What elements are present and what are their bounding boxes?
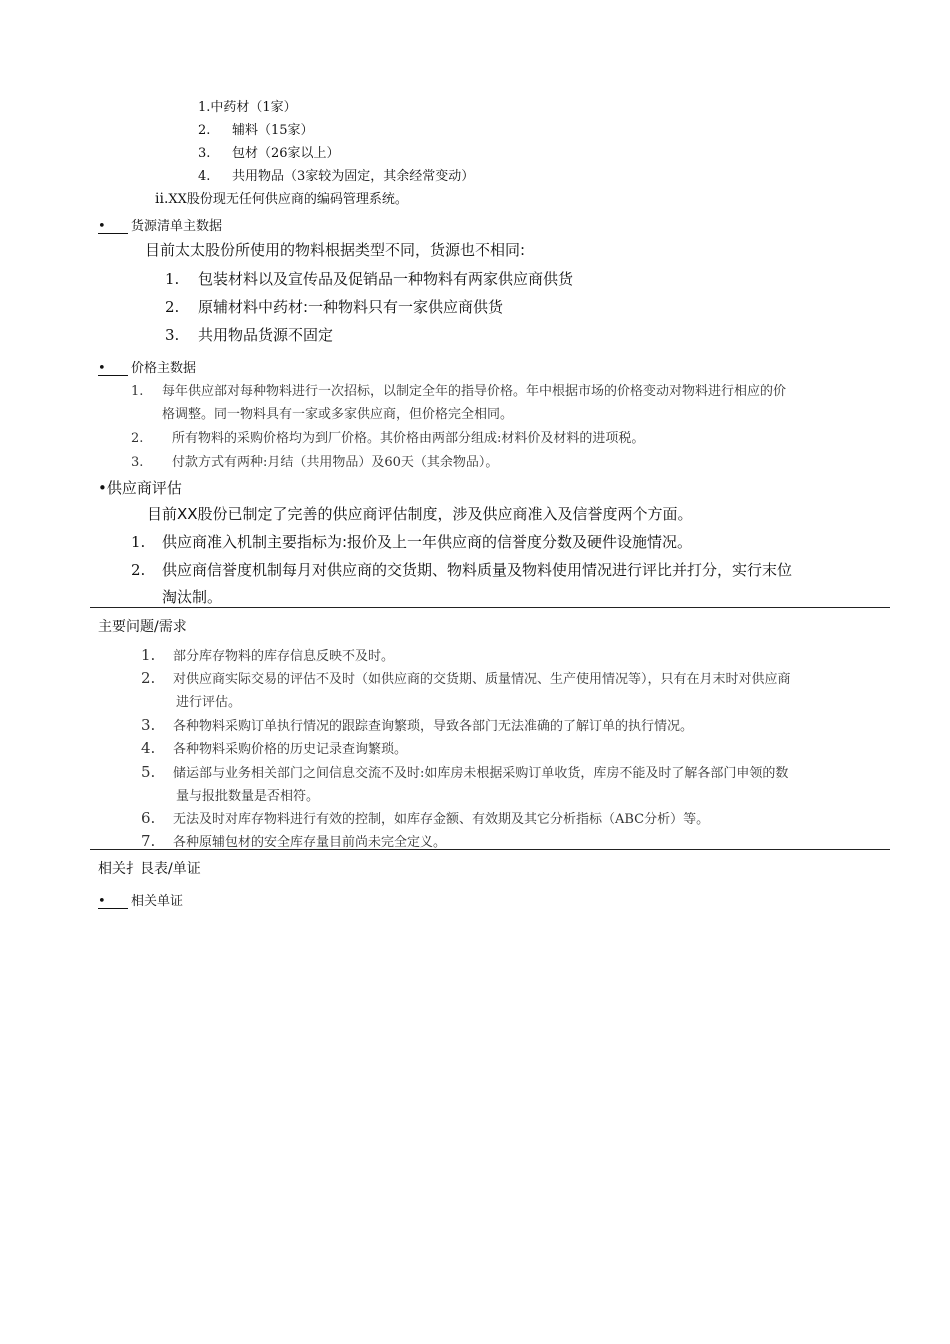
- heading-text: 货源清单主数据: [131, 219, 223, 234]
- list-text: 所有物料的采购价格均为到厂价格。其价格由两部分组成:材料价及材料的进项税。: [172, 431, 645, 446]
- list-number: 1.: [131, 384, 144, 399]
- list-number: 2.: [141, 669, 156, 687]
- source-item-2: [165, 296, 503, 317]
- bullet-marker: •: [98, 220, 128, 234]
- top-list-item-1: [198, 96, 297, 115]
- list-number: 3.: [141, 716, 156, 734]
- top-list-item-2: [198, 119, 314, 138]
- list-text: 各种物料采购订单执行情况的跟踪查询繁琐，导致各部门无法准确的了解订单的执行情况。: [173, 719, 694, 734]
- list-text: 部分库存物料的库存信息反映不及时。: [173, 649, 395, 664]
- list-number: 1.: [131, 533, 146, 551]
- price-item-3: [131, 451, 498, 470]
- list-number: 4.: [141, 739, 156, 757]
- list-number: 1.: [141, 646, 156, 664]
- list-text: 相关单证: [131, 894, 184, 909]
- list-text: 供应商信誉度机制每月对供应商的交货期、物料质量及物料使用情况进行评比并打分，实行末位: [162, 561, 793, 579]
- issue-item-6: [141, 808, 709, 827]
- section-price-heading: [98, 357, 196, 376]
- list-text: 包材（26家以上）: [232, 146, 340, 161]
- list-number: 3.: [198, 146, 211, 161]
- list-text: 付款方式有两种:月结（共用物品）及60天（其余物品）。: [172, 455, 499, 470]
- eval-item-2-cont: 淘汰制。: [162, 588, 223, 606]
- section-eval-heading: •供应商评估: [98, 479, 182, 497]
- list-text: 供应商准入机制主要指标为:报价及上一年供应商的信誉度分数及硬件设施情况。: [162, 533, 693, 551]
- list-text: 辅料（15家）: [232, 123, 314, 138]
- list-number: 6.: [141, 809, 156, 827]
- list-text: 各种原辅包材的安全库存量目前尚未完全定义。: [173, 835, 447, 850]
- list-number: 1.: [165, 270, 180, 288]
- list-text: 对供应商实际交易的评估不及时（如供应商的交货期、质量情况、生产使用情况等），只有在月末时对供应商: [173, 672, 791, 687]
- heading-text: 价格主数据: [131, 361, 197, 376]
- issue-item-5: [141, 762, 788, 781]
- list-text: 包装材料以及宣传品及促销品一种物料有两家供应商供货: [198, 270, 574, 288]
- list-text: 每年供应部对每种物料进行一次招标，以制定全年的指导价格。年中根据市场的价格变动对物料进行相应的价: [162, 384, 787, 399]
- top-list-item-4: [198, 165, 474, 184]
- list-number: 2.: [131, 561, 146, 579]
- issue-item-7: [141, 831, 446, 850]
- list-number: 7.: [141, 832, 156, 850]
- list-number: 1.: [198, 100, 211, 115]
- issue-item-4: [141, 738, 407, 757]
- list-text: 共用物品货源不固定: [198, 326, 334, 344]
- list-number: 3.: [131, 455, 144, 470]
- list-text: 储运部与业务相关部门之间信息交流不及时:如库房未根据采购订单收货，库房不能及时了解各部门申领的数: [173, 766, 789, 781]
- source-item-3: [165, 324, 333, 345]
- source-item-1: [165, 268, 573, 289]
- bullet-marker: •: [98, 362, 128, 376]
- list-text: 共用物品（3家较为固定，其余经常变动）: [232, 169, 475, 184]
- bullet-marker: •: [98, 895, 128, 909]
- issue-item-1: [141, 645, 394, 664]
- section-divider: [90, 607, 890, 608]
- price-item-1: [131, 380, 786, 399]
- list-text: XX股份现无任何供应商的编码管理系统。: [168, 192, 408, 207]
- list-text: 各种物料采购价格的历史记录查询繁琐。: [173, 742, 408, 757]
- eval-item-2: [131, 559, 792, 580]
- eval-item-1: [131, 531, 692, 552]
- list-number: 2.: [165, 298, 180, 316]
- list-number: ii.: [155, 191, 169, 207]
- section-source-intro: 目前太太股份所使用的物料根据类型不同，货源也不相同:: [145, 241, 526, 259]
- list-number: 4.: [198, 169, 211, 184]
- section-divider: [90, 849, 890, 850]
- list-text: 无法及时对库存物料进行有效的控制，如库存金额、有效期及其它分析指标（ABC分析）等。: [173, 812, 710, 827]
- forms-bullet-item: [98, 890, 183, 909]
- issue-item-2-cont: 进行评估。: [176, 695, 242, 710]
- list-text: 中药材（1家）: [210, 100, 297, 115]
- list-number: 3.: [165, 326, 180, 344]
- price-item-2: [131, 427, 644, 446]
- list-number: 2.: [198, 123, 211, 138]
- section-issues-heading: 主要问题/需求: [98, 619, 187, 635]
- sub-item-ii: [155, 188, 408, 207]
- list-number: 2.: [131, 431, 144, 446]
- list-text: 原辅材料中药材:一种物料只有一家供应商供货: [198, 298, 504, 316]
- section-source-heading: [98, 215, 222, 234]
- top-list-item-3: [198, 142, 340, 161]
- section-eval-intro: 目前XX股份已制定了完善的供应商评估制度，涉及供应商准入及信誉度两个方面。: [147, 505, 693, 523]
- issue-item-3: [141, 715, 693, 734]
- price-item-1-cont: 格调整。同一物料具有一家或多家供应商，但价格完全相同。: [162, 407, 514, 422]
- list-number: 5.: [141, 763, 156, 781]
- issue-item-2: [141, 668, 791, 687]
- issue-item-5-cont: 量与报批数量是否相符。: [176, 789, 320, 804]
- section-forms-heading: 相关扌艮表/单证: [98, 861, 201, 877]
